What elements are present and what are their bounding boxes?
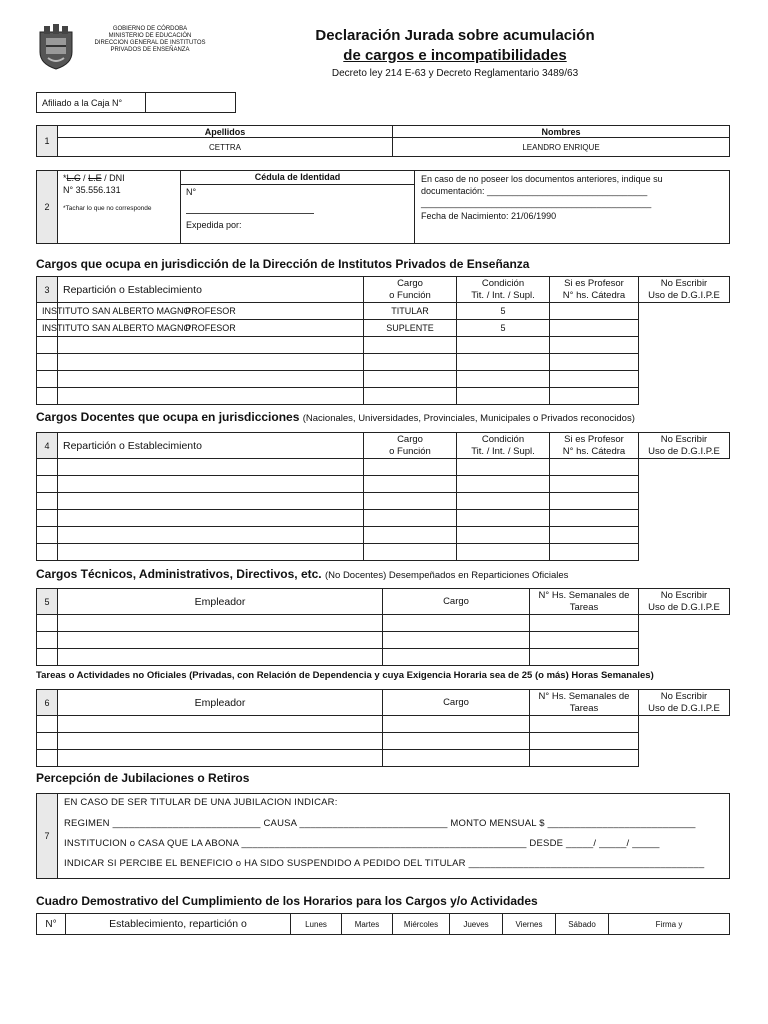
org-line-4: PRIVADOS DE ENSEÑANZA [110, 47, 190, 53]
cell-hs[interactable] [457, 337, 550, 354]
alt-doc-note-3[interactable]: ______________________________________________ [421, 198, 652, 208]
org-line-1: GOBIERNO DE CÓRDOBA [112, 26, 188, 32]
section-3-table [36, 276, 730, 405]
col-header-tit: Tit. / Int. / Supl. [471, 289, 535, 301]
col-header-hs: N° hs. Cátedra [562, 289, 626, 301]
cell-hs[interactable] [457, 354, 550, 371]
cell-uso[interactable] [530, 750, 639, 767]
section-5-title [36, 567, 568, 581]
cell-repartition[interactable]: INSTITUTO SAN ALBERTO MAGNO [37, 303, 58, 320]
doc-sep: / [83, 173, 86, 183]
table-row [37, 632, 730, 649]
col-header-condicion: Condición [481, 433, 525, 445]
cell-empleador[interactable] [37, 649, 58, 666]
cedula-label: Cédula de Identidad [181, 171, 414, 185]
cell-condicion[interactable] [364, 476, 457, 493]
decree-text: Decreto ley 214 E-63 y Decreto Reglamentario 3489/63 [331, 68, 579, 79]
retirement-institution-line[interactable]: INSTITUCION o CASA QUE LA ABONA ____________________________________________________ DESDE _____/ _____/ _____ [64, 838, 660, 849]
cell-cargo[interactable] [58, 632, 383, 649]
retirement-intro: EN CASO DE SER TITULAR DE UNA JUBILACION INDICAR: [64, 797, 338, 808]
cell-condicion[interactable] [364, 354, 457, 371]
cedula-number-label: N° [186, 187, 197, 197]
title-line-1: Declaración Jurada sobre acumulación [315, 27, 595, 44]
section-7-title: Percepción de Jubilaciones o Retiros [36, 771, 250, 785]
cell-repartition[interactable] [37, 510, 58, 527]
cell-empleador[interactable] [37, 716, 58, 733]
row-number-4: 4 [37, 433, 58, 459]
section-5-table [36, 588, 730, 666]
cell-repartition[interactable] [37, 544, 58, 561]
col-header-profesor: Si es Profesor [564, 433, 624, 445]
cell-condicion[interactable]: SUPLENTE [364, 320, 457, 337]
col-header-hs-semanales: N° Hs. Semanales de [538, 589, 630, 601]
cell-cargo[interactable] [58, 615, 383, 632]
col-header-empleador: Empleador [58, 589, 383, 615]
cell-uso[interactable] [550, 371, 639, 388]
cell-empleador[interactable] [37, 750, 58, 767]
table-row [37, 320, 730, 337]
doc-le: L.E [88, 173, 102, 183]
row-number-7: 7 [37, 794, 58, 879]
surname-value[interactable]: CETTRA [58, 138, 393, 157]
section-4-table [36, 432, 730, 561]
cell-cargo[interactable] [58, 544, 364, 561]
cell-hs[interactable] [457, 459, 550, 476]
table-row [37, 303, 730, 320]
coat-of-arms-icon [36, 24, 76, 70]
col-header-establishment: Establecimiento, repartición o [66, 914, 291, 935]
col-header-empleador: Empleador [58, 690, 383, 716]
retirement-regime-line[interactable]: REGIMEN ___________________________ CAUSA ___________________________ MONTO MENSUAL $ ___________________________ [64, 818, 696, 829]
col-header-funcion: o Función [389, 445, 431, 457]
col-header-uso: Uso de D.G.I.P.E [648, 601, 720, 613]
cell-uso[interactable] [530, 733, 639, 750]
cell-repartition[interactable] [37, 459, 58, 476]
col-header-sabado: Sábado [556, 914, 609, 935]
col-header-cargo: Cargo [383, 589, 530, 615]
cell-uso[interactable] [550, 544, 639, 561]
cell-empleador[interactable] [37, 632, 58, 649]
col-header-cargo: Cargo [397, 277, 423, 289]
table-row [37, 733, 730, 750]
cell-condicion[interactable] [364, 544, 457, 561]
cell-hs[interactable] [383, 632, 530, 649]
col-header-hs: N° hs. Cátedra [562, 445, 626, 457]
section-7-table [36, 793, 730, 879]
cell-hs[interactable] [383, 615, 530, 632]
cell-uso[interactable] [550, 527, 639, 544]
table-row [37, 615, 730, 632]
cell-cargo[interactable] [58, 750, 383, 767]
row-number-2: 2 [37, 171, 58, 244]
col-header-viernes: Viernes [503, 914, 556, 935]
section-4-title [36, 410, 635, 424]
col-header-profesor: Si es Profesor [564, 277, 624, 289]
col-header-no-escribir: No Escribir [660, 433, 708, 445]
col-header-repartition: Repartición o Establecimiento [58, 433, 364, 459]
section-4-title-text: Cargos Docentes que ocupa en jurisdicciones [36, 410, 300, 424]
table-row [37, 388, 730, 405]
col-header-cargo: Cargo [383, 690, 530, 716]
row-number-1: 1 [37, 126, 58, 157]
doc-type: *L.C / L.E / DNI [63, 173, 125, 183]
col-header-tareas: Tareas [569, 601, 599, 613]
cell-uso[interactable] [530, 649, 639, 666]
cell-uso[interactable] [550, 459, 639, 476]
retirement-suspended-line[interactable]: INDICAR SI PERCIBE EL BENEFICIO o HA SIDO SUSPENDIDO A PEDIDO DEL TITULAR ___________________________________________ [64, 858, 705, 869]
cedula-expedida: Expedida por: [186, 220, 242, 230]
col-header-lunes: Lunes [291, 914, 342, 935]
col-header-miercoles: Miércoles [393, 914, 450, 935]
names-label: Nombres [393, 126, 730, 138]
cell-condicion[interactable] [364, 527, 457, 544]
cell-cargo[interactable]: PROFESOR [58, 303, 364, 320]
cell-uso[interactable] [550, 493, 639, 510]
section-8-title: Cuadro Demostrativo del Cumplimiento de los Horarios para los Cargos y/o Actividades [36, 894, 538, 908]
cell-uso[interactable] [550, 510, 639, 527]
col-header-hs-semanales: N° Hs. Semanales de [538, 690, 630, 702]
cell-repartition[interactable]: INSTITUTO SAN ALBERTO MAGNO [37, 320, 58, 337]
surname-label: Apellidos [58, 126, 393, 138]
col-header-no-escribir: No Escribir [660, 277, 708, 289]
col-header-num: N° [37, 914, 66, 935]
section-1-table [36, 125, 730, 157]
cell-condicion[interactable] [364, 510, 457, 527]
org-line-2: MINISTERIO DE EDUCACIÓN [108, 33, 192, 39]
cell-cargo[interactable] [58, 649, 383, 666]
schedule-table [36, 913, 730, 935]
section-4-subtitle: (Nacionales, Universidades, Provinciales, Municipales o Privados reconocidos) [302, 413, 635, 424]
cell-uso[interactable] [550, 354, 639, 371]
org-line-3: DIRECCION GENERAL DE INSTITUTOS [94, 40, 206, 46]
section-2-table [36, 170, 730, 244]
row-number-6: 6 [37, 690, 58, 716]
table-row [37, 510, 730, 527]
col-header-cargo: Cargo [397, 433, 423, 445]
col-header-no-escribir: No Escribir [660, 589, 708, 601]
cell-condicion[interactable] [364, 371, 457, 388]
col-header-uso: Uso de D.G.I.P.E [648, 445, 720, 457]
cell-cargo[interactable]: PROFESOR [58, 320, 364, 337]
birth-date[interactable]: Fecha de Nacimiento: 21/06/1990 [421, 211, 557, 221]
cell-uso[interactable] [550, 337, 639, 354]
cell-hs[interactable] [457, 493, 550, 510]
form-title [270, 26, 640, 82]
cell-cargo[interactable] [58, 716, 383, 733]
cell-hs[interactable] [457, 527, 550, 544]
cell-condicion[interactable] [364, 337, 457, 354]
table-row [37, 649, 730, 666]
cell-uso[interactable] [530, 615, 639, 632]
title-line-2: de cargos e incompatibilidades [343, 47, 567, 64]
cell-repartition[interactable] [37, 476, 58, 493]
cell-empleador[interactable] [37, 615, 58, 632]
cell-hs[interactable] [457, 544, 550, 561]
table-row [37, 716, 730, 733]
table-row [37, 354, 730, 371]
alt-doc-note-1: En caso de no poseer los documentos anteriores, indique su [421, 174, 663, 184]
cell-hs[interactable] [383, 649, 530, 666]
row-number-3: 3 [37, 277, 58, 303]
cell-cargo[interactable] [58, 388, 364, 405]
table-row [37, 476, 730, 493]
col-header-jueves: Jueves [450, 914, 503, 935]
section-5-subtitle: (No Docentes) Desempeñados en Reparticiones Oficiales [325, 570, 569, 581]
col-header-uso: Uso de D.G.I.P.E [648, 289, 720, 301]
cell-hs[interactable] [383, 733, 530, 750]
cell-uso[interactable] [530, 716, 639, 733]
table-row [37, 459, 730, 476]
cell-cargo[interactable] [58, 733, 383, 750]
cell-cargo[interactable] [58, 527, 364, 544]
table-row [37, 544, 730, 561]
cell-condicion[interactable]: TITULAR [364, 303, 457, 320]
table-row [37, 493, 730, 510]
cell-cargo[interactable] [58, 476, 364, 493]
doc-lc: L.C [66, 173, 81, 183]
table-row [37, 750, 730, 767]
col-header-no-escribir: No Escribir [660, 690, 708, 702]
cell-hs[interactable]: 5 [457, 303, 550, 320]
cell-cargo[interactable] [58, 459, 364, 476]
cell-cargo[interactable] [58, 354, 364, 371]
affiliate-box [36, 92, 236, 113]
cell-uso[interactable] [550, 388, 639, 405]
section-5-title-text: Cargos Técnicos, Administrativos, Directivos, etc. [36, 567, 322, 581]
col-header-firma: Firma y [609, 914, 730, 935]
cell-cargo[interactable] [58, 493, 364, 510]
cell-repartition[interactable] [37, 388, 58, 405]
strike-note: *Tachar lo que no corresponde [63, 205, 152, 212]
section-6-title: Tareas o Actividades no Oficiales (Privadas, con Relación de Dependencia y cuya Exigencia Horaria sea de 25 (o más) Horas Semanales) [36, 670, 654, 681]
col-header-martes: Martes [342, 914, 393, 935]
col-header-condicion: Condición [481, 277, 525, 289]
cell-hs[interactable] [383, 750, 530, 767]
cell-repartition[interactable] [37, 493, 58, 510]
cell-hs[interactable] [457, 476, 550, 493]
col-header-tareas: Tareas [569, 702, 599, 714]
cell-uso[interactable] [550, 476, 639, 493]
cell-condicion[interactable] [364, 493, 457, 510]
col-header-funcion: o Función [389, 289, 431, 301]
table-row [37, 337, 730, 354]
table-row [37, 371, 730, 388]
cell-condicion[interactable] [364, 388, 457, 405]
affiliate-field[interactable] [146, 93, 236, 113]
affiliate-label: Afiliado a la Caja N° [37, 93, 146, 113]
cell-cargo[interactable] [58, 337, 364, 354]
cell-uso[interactable] [530, 632, 639, 649]
col-header-repartition: Repartición o Establecimiento [58, 277, 364, 303]
cell-repartition[interactable] [37, 337, 58, 354]
cell-repartition[interactable] [37, 354, 58, 371]
alt-doc-note-2[interactable]: documentación: ________________________________ [421, 186, 648, 196]
cell-hs[interactable]: 5 [457, 320, 550, 337]
cell-hs[interactable] [383, 716, 530, 733]
cell-condicion[interactable] [364, 459, 457, 476]
col-header-tit: Tit. / Int. / Supl. [471, 445, 535, 457]
cell-hs[interactable] [457, 388, 550, 405]
cell-repartition[interactable] [37, 527, 58, 544]
cell-cargo[interactable] [58, 510, 364, 527]
table-row [37, 527, 730, 544]
section-3-title: Cargos que ocupa en jurisdicción de la Dirección de Institutos Privados de Enseñanza [36, 257, 530, 271]
doc-dni: / DNI [104, 173, 125, 183]
cell-repartition[interactable] [37, 371, 58, 388]
row-number-5: 5 [37, 589, 58, 615]
cell-hs[interactable] [457, 371, 550, 388]
org-block [90, 26, 210, 54]
cell-empleador[interactable] [37, 733, 58, 750]
doc-number[interactable]: N° 35.556.131 [63, 185, 121, 195]
col-header-uso: Uso de D.G.I.P.E [648, 702, 720, 714]
section-6-table [36, 689, 730, 767]
cell-uso[interactable] [550, 303, 639, 320]
cell-uso[interactable] [550, 320, 639, 337]
cell-cargo[interactable] [58, 371, 364, 388]
cell-hs[interactable] [457, 510, 550, 527]
names-value[interactable]: LEANDRO ENRIQUE [393, 138, 730, 157]
